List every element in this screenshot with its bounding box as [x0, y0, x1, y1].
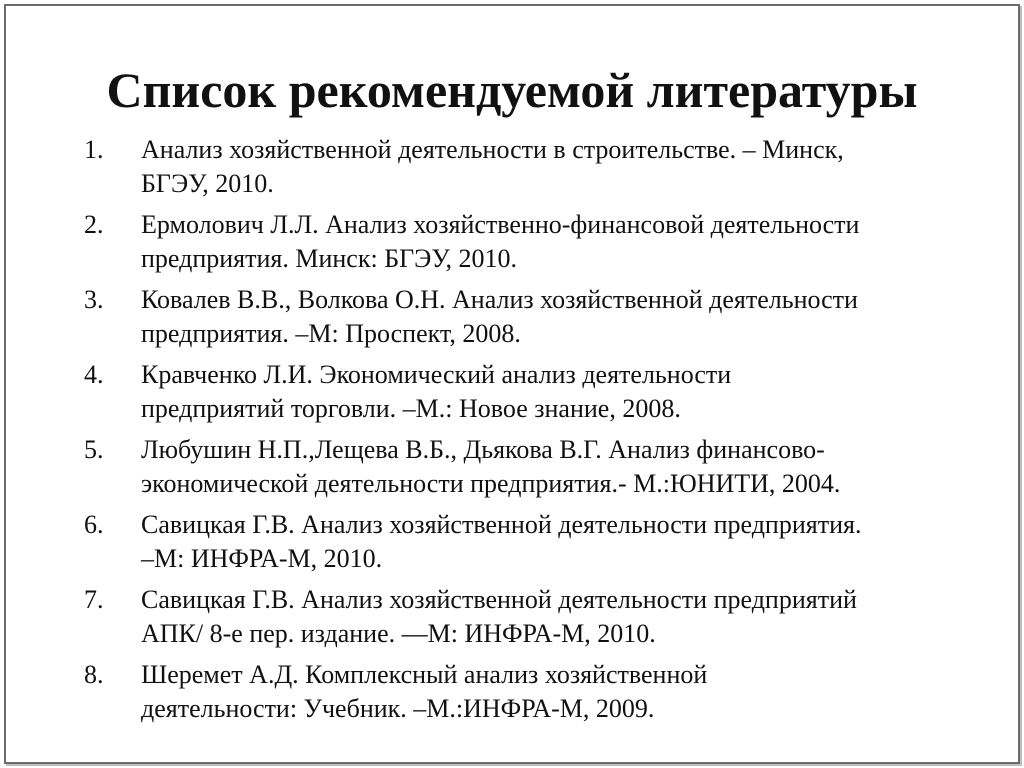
item-line-1: Анализ хозяйственной деятельности в строительстве. – Минск,: [141, 135, 844, 164]
item-number: 1.: [84, 135, 104, 164]
item-line-1: Ковалев В.В., Волкова О.Н. Анализ хозяйственной деятельности: [141, 285, 858, 314]
item-line-2: –М: ИНФРА-М, 2010.: [141, 544, 383, 573]
item-number: 3.: [84, 285, 104, 314]
list-item: [84, 283, 964, 351]
item-number: 5.: [84, 435, 104, 464]
item-line-2: деятельности: Учебник. –М.:ИНФРА-М, 2009.: [141, 694, 655, 723]
page-title: Список рекомендуемой литературы: [106, 62, 918, 118]
item-text: [141, 658, 964, 726]
list-item: [84, 208, 964, 276]
list-item: [84, 658, 964, 726]
item-line-1: Ермолович Л.Л. Анализ хозяйственно-финансовой деятельности: [141, 210, 860, 239]
bibliography-list: [84, 133, 964, 733]
item-text: [141, 433, 964, 501]
item-text: [141, 208, 964, 276]
item-line-1: Савицкая Г.В. Анализ хозяйственной деятельности предприятия.: [141, 510, 862, 539]
item-line-2: БГЭУ, 2010.: [141, 169, 274, 198]
item-text: [141, 508, 964, 576]
item-line-1: Шеремет А.Д. Комплексный анализ хозяйственной: [141, 660, 708, 689]
item-line-2: предприятия. Минск: БГЭУ, 2010.: [141, 244, 517, 273]
item-line-1: Кравченко Л.И. Экономический анализ деятельности: [141, 360, 732, 389]
item-line-1: Савицкая Г.В. Анализ хозяйственной деятельности предприятий: [141, 585, 857, 614]
item-number: 7.: [84, 585, 104, 614]
item-line-2: предприятий торговли. –М.: Новое знание, 2008.: [141, 394, 681, 423]
item-text: [141, 358, 964, 426]
list-item: [84, 508, 964, 576]
item-text: [141, 283, 964, 351]
item-number: 4.: [84, 360, 104, 389]
item-text: [141, 583, 964, 651]
item-text: [141, 133, 964, 201]
list-item: [84, 133, 964, 201]
item-line-1: Любушин Н.П.,Лещева В.Б., Дьякова В.Г. Анализ финансово-: [141, 435, 825, 464]
list-item: [84, 583, 964, 651]
list-item: [84, 358, 964, 426]
item-number: 8.: [84, 660, 104, 689]
item-line-2: экономической деятельности предприятия.- М.:ЮНИТИ, 2004.: [141, 469, 841, 498]
list-item: [84, 433, 964, 501]
item-number: 6.: [84, 510, 104, 539]
item-number: 2.: [84, 210, 104, 239]
item-line-2: предприятия. –М: Проспект, 2008.: [141, 319, 521, 348]
item-line-2: АПК/ 8-е пер. издание. —М: ИНФРА-М, 2010.: [141, 619, 656, 648]
